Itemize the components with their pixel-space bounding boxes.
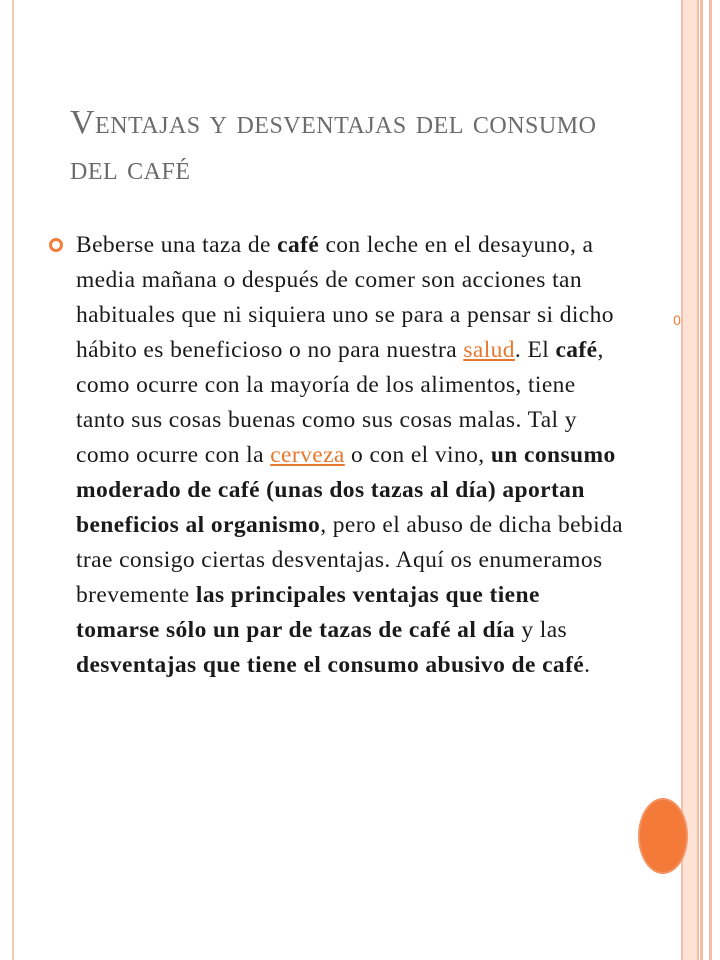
- cerveza-link[interactable]: cerveza: [270, 442, 345, 468]
- text-run: Beberse una taza de: [76, 232, 278, 258]
- right-band-line-outer: [709, 0, 712, 960]
- text-run: con leche en el desayuno, a media mañana o después de comer son acciones tan habituales que ni siquiera uno se para a pensar si dicho hábito es beneficioso o no para nuestra: [76, 232, 614, 363]
- left-border-line: [12, 0, 14, 960]
- orange-oval-decoration: [640, 800, 686, 872]
- bold-text: desventajas que tiene el consumo abusivo de café: [76, 652, 585, 678]
- right-decorative-band: [681, 0, 699, 960]
- bold-text: un consumo moderado de café (unas dos tazas al día) aportan beneficios al organismo: [76, 442, 616, 538]
- bold-text: café: [277, 232, 320, 258]
- salud-link[interactable]: salud: [463, 337, 515, 363]
- text-run: .: [584, 652, 591, 678]
- text-run: , como ocurre con la mayoría de los alimentos, tiene tanto sus cosas buenas como sus cosas malas. Tal y como ocurre con la: [76, 337, 604, 468]
- slide-number: 0: [673, 312, 681, 328]
- text-run: . El: [514, 337, 556, 363]
- text-run: y las: [515, 617, 568, 643]
- text-run: , pero el abuso de dicha bebida trae consigo ciertas desventajas. Aquí os enumeramos brevemente: [76, 512, 623, 608]
- slide-title: Ventajas y desventajas del consumo del café: [70, 104, 597, 187]
- bullet-paragraph: [76, 228, 624, 683]
- bold-text: café: [555, 337, 598, 363]
- right-band-line: [700, 0, 703, 960]
- text-run: o con el vino,: [344, 442, 491, 468]
- bold-text: las principales ventajas que tiene tomarse sólo un par de tazas de café al día: [76, 582, 540, 643]
- orange-ring-bullet-icon: [48, 237, 64, 253]
